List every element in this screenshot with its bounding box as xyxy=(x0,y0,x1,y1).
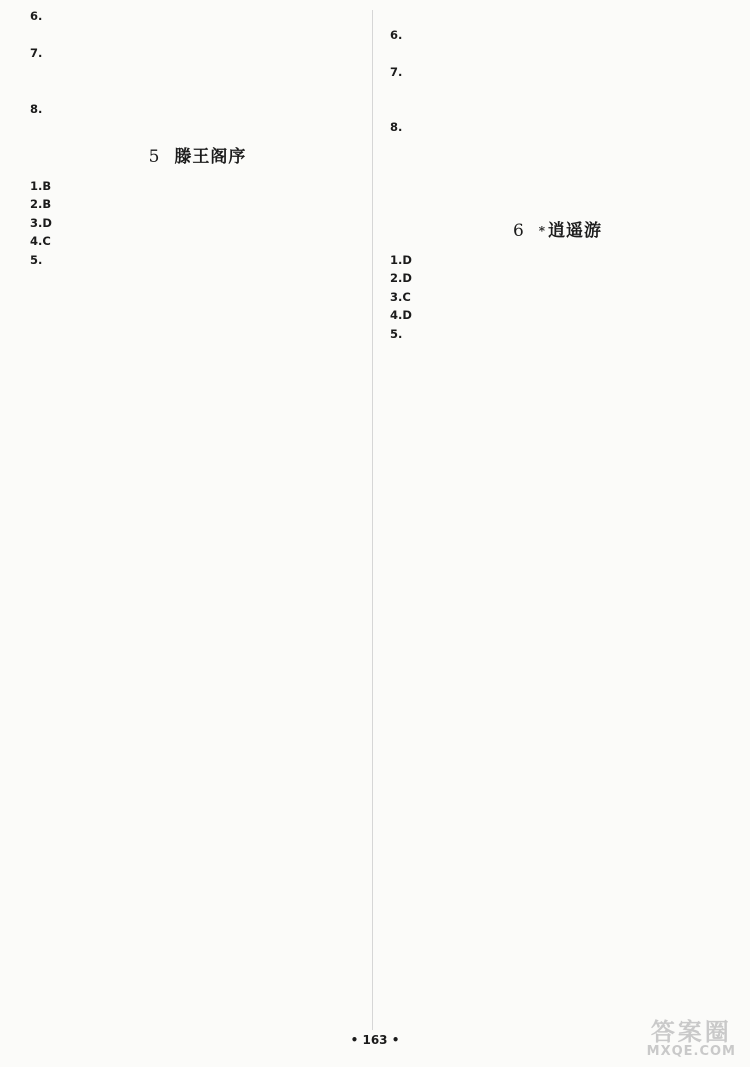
item-number: 1.B xyxy=(30,178,52,193)
item-number: 6. xyxy=(390,27,403,42)
item-number: 1.D xyxy=(390,252,412,267)
answer-item xyxy=(30,252,365,269)
column-divider xyxy=(372,10,373,1030)
item-number: 7. xyxy=(30,46,43,60)
answer-item xyxy=(390,344,725,361)
section-title-text: 逍遥游 xyxy=(548,220,603,241)
answer-item xyxy=(390,175,725,192)
answer-item xyxy=(390,289,725,306)
answer-item xyxy=(390,138,725,155)
star-mark: * xyxy=(538,223,547,238)
watermark xyxy=(647,1019,736,1059)
answer-item xyxy=(30,64,365,81)
item-number: 7. xyxy=(390,64,403,79)
answer-item xyxy=(390,119,725,136)
section-5-heading xyxy=(30,144,365,170)
section-6-heading xyxy=(390,218,725,244)
answer-item xyxy=(390,156,725,173)
left-answers-before-section-5 xyxy=(30,8,365,136)
answer-item xyxy=(390,326,725,343)
page-number: • 163 • xyxy=(350,1033,400,1047)
answer-item xyxy=(390,45,725,62)
item-number: 8. xyxy=(390,120,403,134)
answer-item xyxy=(390,307,725,324)
item-number: 8. xyxy=(30,101,43,116)
answer-item xyxy=(30,82,365,99)
answer-item xyxy=(30,326,365,343)
item-number: 2.D xyxy=(390,271,412,285)
section-title-text: 滕王阁序 xyxy=(174,146,247,167)
item-number: 6. xyxy=(30,9,43,23)
item-number: 5. xyxy=(30,252,43,267)
answer-item xyxy=(30,119,365,136)
answer-item xyxy=(390,64,725,81)
answer-item xyxy=(390,252,725,269)
answer-item xyxy=(30,270,365,287)
answer-item xyxy=(390,363,725,380)
answer-item xyxy=(30,233,365,250)
answer-item xyxy=(390,27,725,44)
answer-item xyxy=(390,101,725,118)
answer-item xyxy=(390,8,725,25)
item-number: 3.D xyxy=(30,215,52,230)
answer-item xyxy=(30,27,365,44)
right-answers-section-6 xyxy=(390,252,725,380)
item-number: 4.D xyxy=(390,308,412,322)
item-number: 2.B xyxy=(30,197,52,211)
left-column xyxy=(30,8,365,344)
answer-item xyxy=(30,196,365,213)
item-number: 3.C xyxy=(390,289,411,304)
answer-item xyxy=(30,8,365,25)
item-number: 4.C xyxy=(30,234,51,248)
watermark-line-1: 答案圈 xyxy=(650,1018,732,1046)
answer-item xyxy=(390,82,725,99)
section-number: 6 xyxy=(512,220,525,241)
answer-item xyxy=(30,178,365,195)
left-answers-section-5 xyxy=(30,178,365,343)
right-answers-section-5-continued xyxy=(390,8,725,210)
item-number: 5. xyxy=(390,326,403,341)
answer-item xyxy=(390,270,725,287)
answer-item xyxy=(30,45,365,62)
answer-item xyxy=(30,215,365,232)
section-number: 5 xyxy=(148,146,161,167)
answer-item xyxy=(30,101,365,118)
answer-item xyxy=(30,307,365,324)
right-column xyxy=(390,8,725,381)
answer-item xyxy=(390,193,725,210)
answer-item xyxy=(30,289,365,306)
watermark-line-2: MXQE.COM xyxy=(646,1044,736,1059)
